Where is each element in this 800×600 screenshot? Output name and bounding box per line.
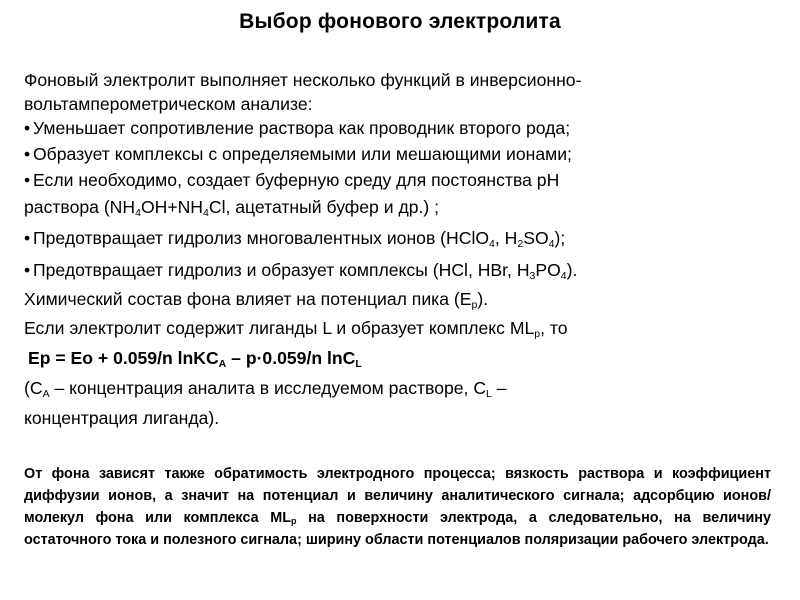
bullet-marker: •	[24, 228, 31, 248]
bullet-item-complexes	[24, 141, 779, 168]
main-text-block	[24, 68, 779, 433]
bullet-text: Образует комплексы с определяемыми или мешающими ионами;	[33, 144, 572, 164]
bullet-item-hydrolysis: • Предотвращает гидролиз многовалентных ионов (HClO$_4$, $H_2SO_4$);	[24, 222, 779, 255]
intro-line-2: вольтамперометрическом анализе:	[24, 94, 313, 114]
composition-line: Химический состав фона влияет на потенциал пика $(E_p)$.	[24, 289, 489, 311]
explanation-line-1: ($C_A$ – концентрация аналита в исследуемом растворе, $C_L$ –	[24, 378, 507, 400]
bullet-item-buffer-continued: раствора ($NH_4OH+NH_4Cl$, ацетатный буфер и др.) ;	[24, 197, 440, 219]
note-paragraph: От фона зависят также обратимость электродного процесса; вязкость раствора и коэффициент диффузии ионов, а значит на потенциал и величину аналитического сигнала; адсорбцию ионов/молекул фона или комплекса $ML_p$ на поверхности электрода, а следовательно, на величину остаточного тока и полезного сигнала; ширину области потенциалов поляризации рабочего электрода.	[24, 466, 771, 548]
bullet-item-resistance	[24, 116, 779, 141]
bullet-marker: •	[24, 170, 31, 190]
bullet-marker: •	[24, 260, 31, 280]
bullet-item-hydrolysis-complexes: • Предотвращает гидролиз и образует комплексы (HCl, HBr, $H_3PO_4$).	[24, 255, 779, 285]
intro-line-1: Фоновый электролит выполняет несколько функций в инверсионно-	[24, 70, 582, 90]
bullet-marker: •	[24, 118, 31, 138]
bullet-marker: •	[24, 144, 31, 164]
bullet-text: Уменьшает сопротивление раствора как проводник второго рода;	[33, 118, 571, 138]
bullet-item-buffer	[24, 168, 779, 192]
slide-title: Выбор фонового электролита	[239, 10, 561, 33]
bullet-text: Если необходимо, создает буферную среду для постоянства рН	[33, 170, 560, 190]
potential-formula: Ep = Eo + 0.059/n lnKC$_A$ – p·0.059/n lnC$_L$	[28, 348, 362, 370]
explanation-line-2: концентрация лиганда).	[24, 408, 220, 428]
ligand-line: Если электролит содержит лиганды L и образует комплекс $ML_p$, то	[24, 318, 568, 340]
